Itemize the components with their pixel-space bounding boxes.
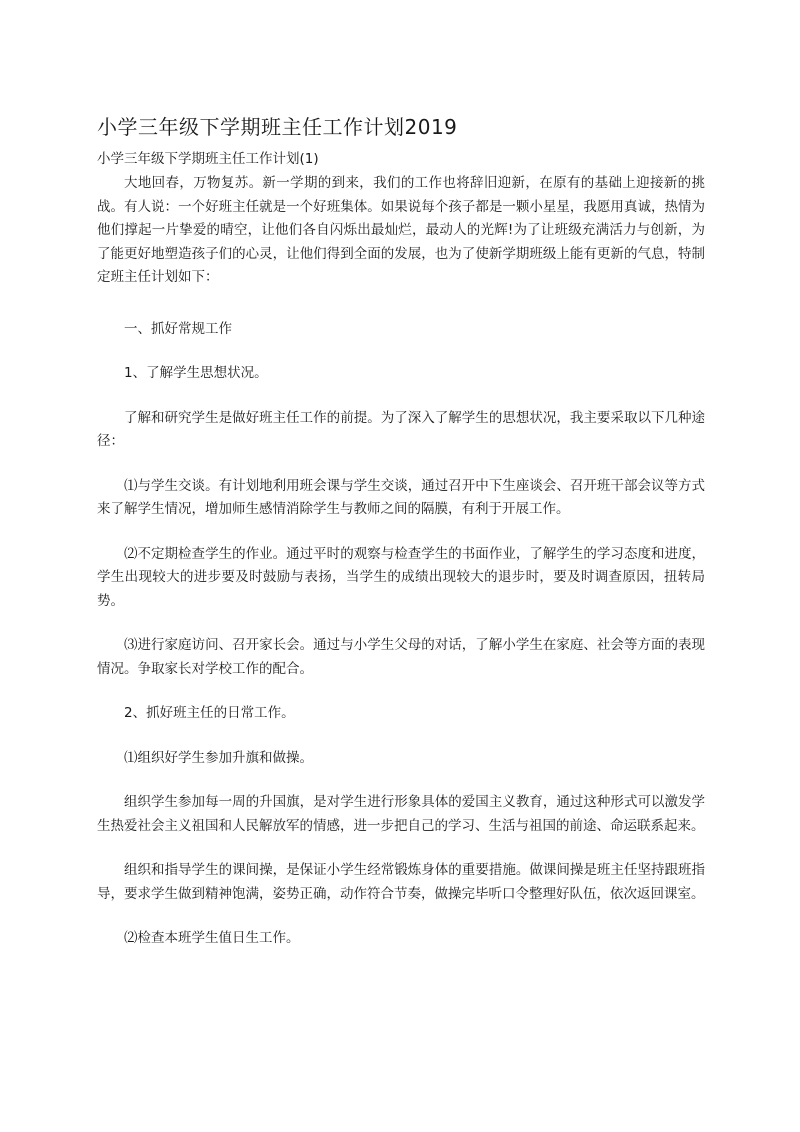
list-item-home-visits: ⑶进行家庭访问、召开家长会。通过与小学生父母的对话，了解小学生在家庭、社会等方面的表现情况。争取家长对学校工作的配合。 (97, 637, 705, 677)
section-heading-routine-work: 一、抓好常规工作 (124, 320, 232, 337)
list-item-flag-and-exercise: ⑴组织好学生参加升旗和做操。 (124, 749, 313, 766)
document-page (97, 112, 705, 951)
subsection-heading-student-thoughts: 1、了解学生思想状况。 (124, 365, 268, 381)
subsection-heading-daily-work: 2、抓好班主任的日常工作。 (124, 705, 295, 721)
paragraph-understanding-students: 了解和研究学生是做好班主任工作的前提。为了深入了解学生的思想状况，我主要采取以下几种途径： (97, 409, 705, 449)
list-item-talk-with-students: ⑴与学生交谈。有计划地利用班会课与学生交谈，通过召开中下生座谈会、召开班干部会议等方式来了解学生情况，增加师生感情消除学生与教师之间的隔膜，有利于开展工作。 (97, 477, 705, 517)
paragraph-break-exercises: 组织和指导学生的课间操，是保证小学生经常锻炼身体的重要措施。做课间操是班主任坚持跟班指导，要求学生做到精神饱满，姿势正确，动作符合节奏，做操完毕听口令整理好队伍，依次返回课室。 (97, 862, 705, 902)
list-item-check-homework: ⑵不定期检查学生的作业。通过平时的观察与检查学生的书面作业，了解学生的学习态度和进度，学生出现较大的进步要及时鼓励与表扬，当学生的成绩出现较大的退步时，要及时调查原因，扭转局势。 (97, 545, 705, 609)
intro-paragraph: 大地回春，万物复苏。新一学期的到来，我们的工作也将辞旧迎新，在原有的基础上迎接新的挑战。有人说：一个好班主任就是一个好班集体。如果说每个孩子都是一颗小星星，我愿用真诚，热情为他们撑起一片挚爱的晴空，让他们各自闪烁出最灿烂，最动人的光辉!为了让班级充满活力与创新，为了能更好地塑造孩子们的心灵，让他们得到全面的发展，也为了使新学期班级上能有更新的气息，特制定班主任计划如下： (97, 175, 705, 285)
document-title: 小学三年级下学期班主任工作计划2019 (97, 115, 458, 139)
paragraph-flag-raising: 组织学生参加每一周的升国旗，是对学生进行形象具体的爱国主义教育，通过这种形式可以激发学生热爱社会主义祖国和人民解放军的情感，进一步把自己的学习、生活与祖国的前途、命运联系起来。 (97, 794, 705, 834)
document-subtitle: 小学三年级下学期班主任工作计划(1) (97, 151, 319, 167)
list-item-duty-check: ⑵检查本班学生值日生工作。 (124, 930, 300, 946)
